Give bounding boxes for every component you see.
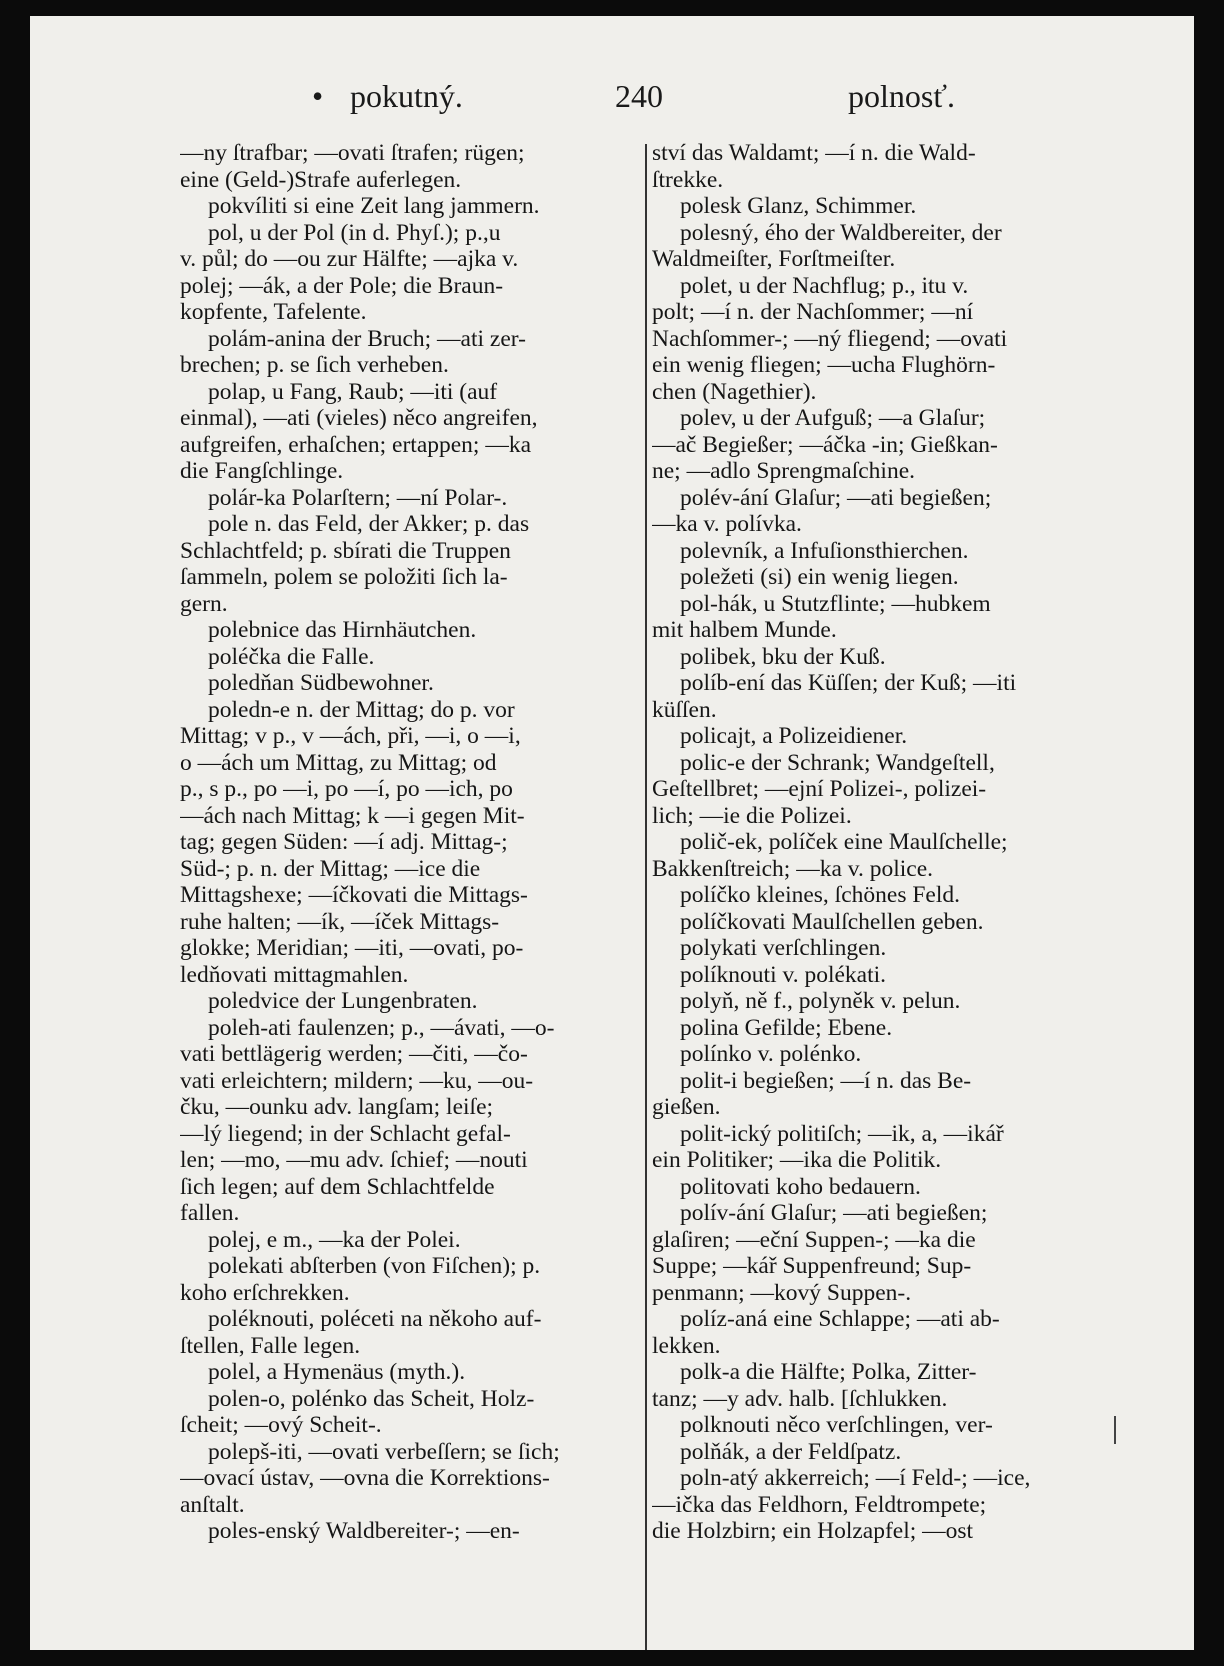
entry-line: Bakkenſtreich; —ka v. police.	[652, 855, 934, 882]
entry-line: gern.	[180, 590, 228, 617]
entry-line: politovati koho bedauern.	[680, 1173, 921, 1200]
entry-line: ein Politiker; —ika die Politik.	[652, 1147, 942, 1173]
entry-line: len; —mo, —mu adv. ſchief; —nouti	[180, 1147, 528, 1173]
entry-line: poléknouti, poléceti na někoho auf-	[208, 1306, 542, 1332]
entry-line: políknouti v. polékati.	[680, 961, 887, 988]
entry-line: polínko v. polénko.	[680, 1041, 862, 1067]
entry-line: Schlachtfeld; p. sbírati die Truppen	[180, 537, 511, 564]
entry-line: eine (Geld-)Strafe auferlegen.	[180, 166, 462, 193]
entry-line: vati erleichtern; mildern; —ku, —ou-	[180, 1067, 534, 1094]
entry-line: ledňovati mittagmahlen.	[180, 961, 409, 988]
entry-line: ſich legen; auf dem Schlachtfelde	[180, 1173, 495, 1200]
entry-line: Nachſommer-; —ný fliegend; —ovati	[652, 325, 1008, 352]
entry-line: polina Gefilde; Ebene.	[680, 1014, 893, 1041]
entry-line: pol-hák, u Stutzflinte; —hubkem	[680, 590, 991, 617]
entry-line: polič-ek, políček eine Maulſchelle;	[680, 829, 1008, 855]
entry-line: glokke; Meridian; —iti, —ovati, po-	[180, 935, 524, 961]
entry-line: chen (Nagethier).	[652, 378, 817, 405]
entry-line: čku, —ounku adv. langſam; leiſe;	[180, 1094, 494, 1120]
entry-line: tag; gegen Süden: —í adj. Mittag-;	[180, 829, 508, 855]
entry-line: ſtellen, Falle legen.	[180, 1332, 361, 1359]
header-bullet: •	[312, 78, 324, 114]
entry-line: polár-ka Polarſtern; —ní Polar-.	[208, 484, 508, 511]
column-divider	[645, 144, 647, 1650]
entry-line: pokvíliti si eine Zeit lang jammern.	[208, 193, 540, 219]
entry-line: poledn-e n. der Mittag; do p. vor	[208, 696, 515, 723]
entry-line: polej; —ák, a der Pole; die Braun-	[180, 272, 504, 299]
entry-line: ſtrekke.	[652, 166, 724, 193]
entry-line: polk-a die Hälfte; Polka, Zitter-	[680, 1359, 977, 1385]
entry-line: poln-atý akkerreich; —í Feld-; —ice,	[680, 1465, 1031, 1491]
entry-line: Suppe; —kář Suppenfreund; Sup-	[652, 1253, 972, 1279]
entry-line: poležeti (si) ein wenig liegen.	[680, 564, 959, 590]
entry-line: polykati verſchlingen.	[680, 935, 887, 961]
entry-line: poléčka die Falle.	[208, 643, 375, 670]
entry-line: ein wenig fliegen; —ucha Flughörn-	[652, 352, 996, 378]
entry-line: mit halbem Munde.	[652, 617, 837, 643]
entry-line: polesk Glanz, Schimmer.	[680, 193, 917, 219]
entry-line: ſammeln, polem se položiti ſich la-	[180, 564, 508, 590]
entry-line: políz-aná eine Schlappe; —ati ab-	[680, 1306, 1000, 1332]
entry-line: polekati abſterben (von Fiſchen); p.	[208, 1253, 541, 1279]
entry-line: polebnice das Hirnhäutchen.	[208, 617, 477, 643]
entry-line: gießen.	[652, 1094, 721, 1120]
entry-line: die Holzbirn; ein Holzapfel; —ost	[652, 1518, 974, 1544]
entry-line: pole n. das Feld, der Akker; p. das	[208, 511, 530, 537]
entry-line: policajt, a Polizeidiener.	[680, 723, 908, 749]
entry-line: ſcheit; —ový Scheit-.	[180, 1412, 382, 1438]
entry-line: tanz; —y adv. halb. [ſchlukken.	[652, 1385, 948, 1412]
entry-line: —lý liegend; in der Schlacht gefal-	[180, 1120, 511, 1147]
entry-line: glaſiren; —eční Suppen-; —ka die	[652, 1226, 976, 1253]
entry-line: küſſen.	[652, 696, 717, 723]
entry-line: polév-ání Glaſur; —ati begießen;	[680, 484, 992, 511]
entry-line: —ny ſtrafbar; —ovati ſtrafen; rügen;	[180, 140, 525, 166]
entry-line: —ka v. polívka.	[652, 511, 802, 537]
right-column	[652, 140, 1122, 1545]
entry-line: kopfente, Tafelente.	[180, 299, 367, 325]
entry-line: ství das Waldamt; —í n. die Wald-	[652, 140, 976, 166]
entry-line: —ička das Feldhorn, Feldtrompete;	[652, 1491, 987, 1518]
entry-line: o —ách um Mittag, zu Mittag; od	[180, 749, 497, 776]
entry-line: —ách nach Mittag; k —i gegen Mit-	[180, 802, 525, 829]
entry-line: polic-e der Schrank; Wandgeſtell,	[680, 749, 995, 776]
entry-line: Mittagshexe; —íčkovati die Mittags-	[180, 882, 528, 908]
entry-line: polap, u Fang, Raub; —iti (auf	[208, 378, 498, 405]
entry-line: Geſtellbret; —ejní Polizei-, polizei-	[652, 776, 987, 802]
scan-margin-mark	[1114, 1416, 1116, 1444]
entry-line: polt; —í n. der Nachſommer; —ní	[652, 299, 974, 325]
entry-line: penmann; —kový Suppen-.	[652, 1279, 912, 1306]
entry-line: —ač Begießer; —áčka -in; Gießkan-	[652, 431, 998, 458]
entry-line: polevník, a Infuſionsthierchen.	[680, 537, 969, 564]
entry-line: p., s p., po —i, po —í, po —ich, po	[180, 776, 513, 802]
entry-line: v. půl; do —ou zur Hälfte; —ajka v.	[180, 246, 519, 272]
entry-line: lich; —ie die Polizei.	[652, 802, 852, 829]
entry-line: Mittag; v p., v —ách, při, —i, o —i,	[180, 723, 521, 749]
entry-line: políb-ení das Küſſen; der Kuß; —iti	[680, 670, 1017, 696]
dictionary-page	[30, 16, 1194, 1650]
page-header	[30, 78, 1194, 128]
entry-line: políčkovati Maulſchellen geben.	[680, 908, 984, 935]
entry-line: brechen; p. se ſich verheben.	[180, 352, 449, 378]
entry-line: Süd-; p. n. der Mittag; —ice die	[180, 855, 481, 882]
entry-line: polibek, bku der Kuß.	[680, 643, 886, 670]
page-number: 240	[615, 78, 663, 114]
entry-line: vati bettlägerig werden; —čiti, —čo-	[180, 1041, 528, 1067]
entry-line: polev, u der Aufguß; —a Glaſur;	[680, 405, 986, 431]
entry-line: poleh-ati faulenzen; p., —ávati, —o-	[208, 1014, 555, 1041]
entry-line: polej, e m., —ka der Polei.	[208, 1226, 461, 1253]
entry-line: polív-ání Glaſur; —ati begießen;	[680, 1200, 988, 1226]
entry-line: polesný, ého der Waldbereiter, der	[680, 219, 1002, 246]
left-column	[180, 140, 660, 1545]
entry-line: polepš-iti, —ovati verbeſſern; se ſich;	[208, 1438, 560, 1465]
entry-line: polyň, ně f., polyněk v. pelun.	[680, 988, 961, 1014]
entry-line: aufgreifen, erhaſchen; ertappen; —ka	[180, 431, 532, 458]
entry-line: ruhe halten; —ík, —íček Mittags-	[180, 908, 500, 935]
entry-line: polet, u der Nachflug; p., itu v.	[680, 272, 969, 299]
entry-line: polit-i begießen; —í n. das Be-	[680, 1067, 972, 1094]
entry-line: polňák, a der Feldſpatz.	[680, 1438, 902, 1465]
entry-line: poles-enský Waldbereiter-; —en-	[208, 1518, 520, 1544]
entry-line: políčko kleines, ſchönes Feld.	[680, 882, 960, 908]
entry-line: polel, a Hymenäus (myth.).	[208, 1359, 466, 1385]
entry-line: polknouti něco verſchlingen, ver-	[680, 1412, 993, 1438]
entry-line: ne; —adlo Sprengmaſchine.	[652, 458, 915, 484]
entry-line: polám-anina der Bruch; —ati zer-	[208, 325, 526, 352]
entry-line: poledňan Südbewohner.	[208, 670, 434, 696]
entry-line: Waldmeiſter, Forſtmeiſter.	[652, 246, 896, 272]
entry-line: einmal), —ati (vieles) něco angreifen,	[180, 405, 538, 431]
entry-line: fallen.	[180, 1200, 240, 1226]
entry-line: lekken.	[652, 1332, 721, 1359]
entry-line: poledvice der Lungenbraten.	[208, 988, 478, 1014]
entry-line: pol, u der Pol (in d. Phyſ.); p.,u	[208, 219, 501, 246]
entry-line: polen-o, polénko das Scheit, Holz-	[208, 1385, 535, 1412]
entry-line: polit-ický politiſch; —ik, a, —ikář	[680, 1120, 1004, 1147]
left-running-headword: pokutný.	[350, 78, 463, 114]
entry-line: koho erſchrekken.	[180, 1279, 350, 1306]
entry-line: anſtalt.	[180, 1491, 245, 1518]
entry-line: die Fangſchlinge.	[180, 458, 344, 484]
entry-line: —ovací ústav, —ovna die Korrektions-	[180, 1465, 550, 1491]
right-running-headword: polnosť.	[848, 78, 956, 114]
